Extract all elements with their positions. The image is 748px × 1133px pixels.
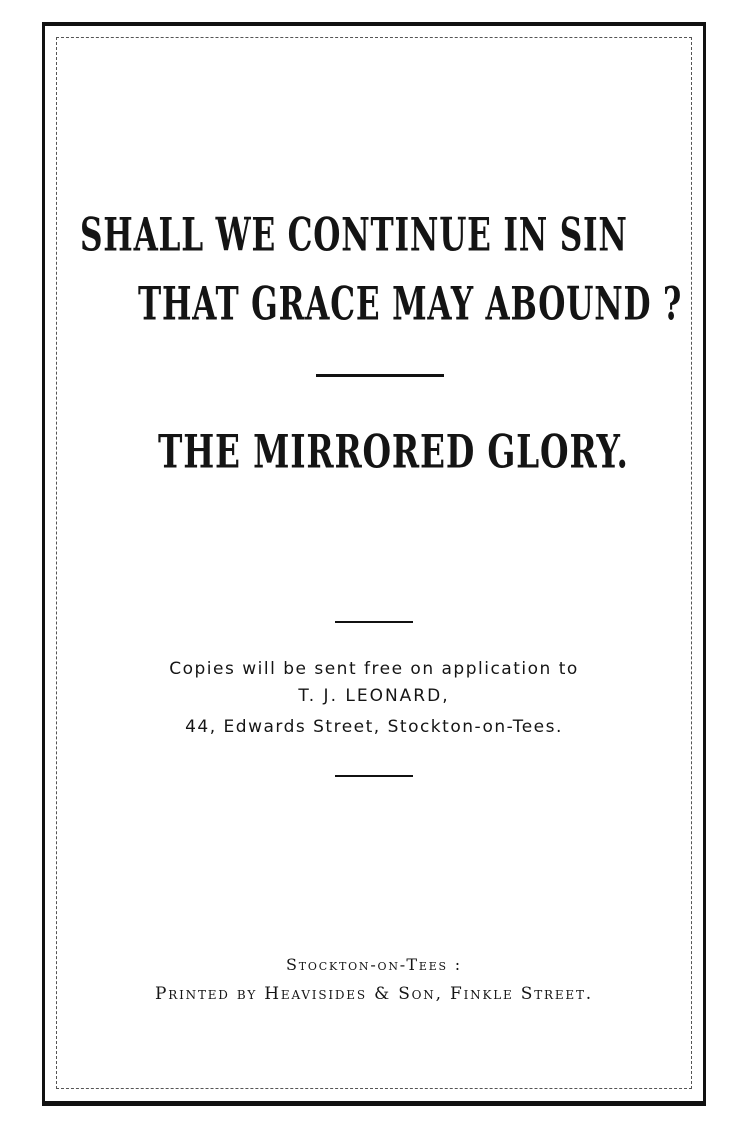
title-divider bbox=[316, 374, 444, 377]
contact-name: T. J. LEONARD, bbox=[298, 686, 450, 706]
copies-notice: Copies will be sent free on application to bbox=[169, 659, 579, 679]
contact-address: 44, Edwards Street, Stockton-on-Tees. bbox=[185, 717, 563, 737]
title-line-2: THAT GRACE MAY ABOUND ? bbox=[138, 277, 683, 332]
imprint-printer: Printed by Heavisides & Son, Finkle Street. bbox=[155, 984, 593, 1004]
inner-dashed-border bbox=[56, 37, 692, 1089]
title-line-1: SHALL WE CONTINUE IN SIN bbox=[80, 208, 628, 263]
upper-divider bbox=[335, 621, 413, 623]
imprint-place: Stockton-on-Tees : bbox=[286, 955, 462, 974]
subtitle: THE MIRRORED GLORY. bbox=[158, 425, 629, 480]
lower-divider bbox=[335, 775, 413, 777]
